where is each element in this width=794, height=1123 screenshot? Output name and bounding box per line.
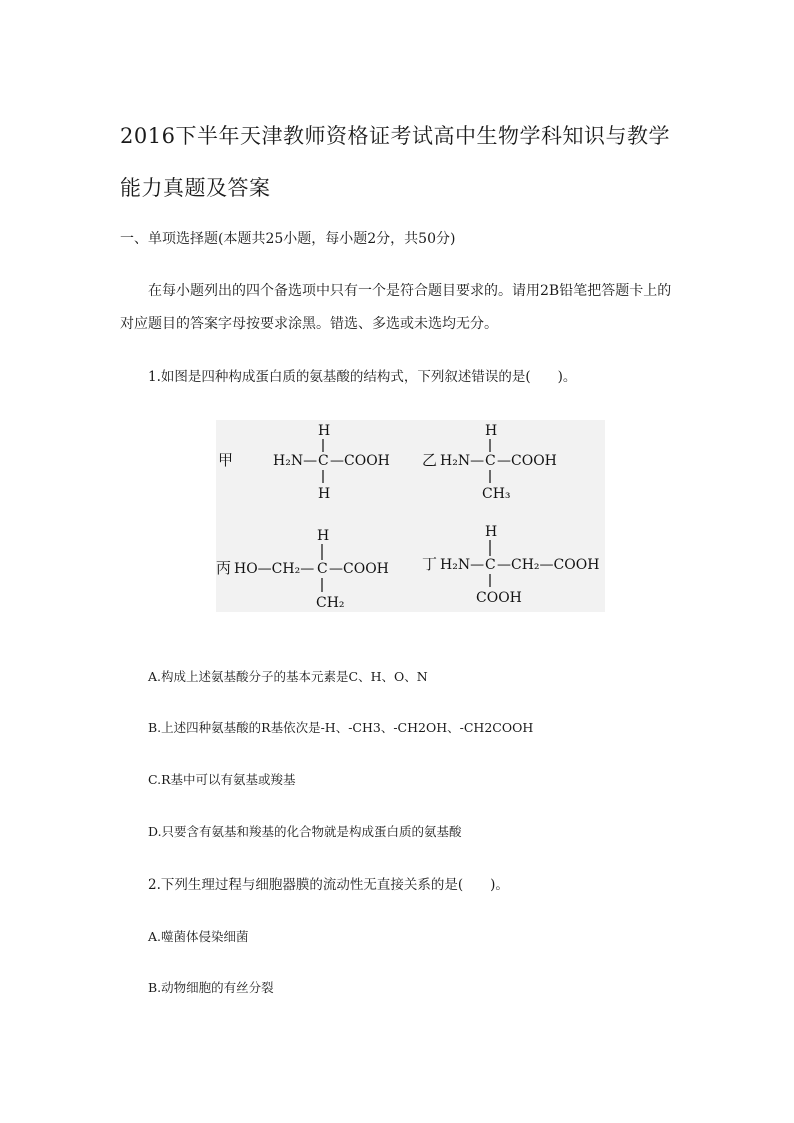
- structure-bing-top-group: H: [317, 528, 330, 544]
- structure-ding-right-group: —CH₂—COOH: [497, 557, 600, 573]
- structure-jia-center-atom: C: [318, 453, 329, 469]
- structure-yi-right-group: —COOH: [497, 453, 557, 469]
- structure-jia-left-group: H₂N—: [273, 453, 318, 469]
- structure-yi: [422, 423, 557, 502]
- structure-bing-left-group: HO—CH₂—: [234, 561, 315, 577]
- structure-ding-label: 丁: [422, 555, 438, 573]
- question-1-option-b: B.上述四种氨基酸的R基依次是-H、-CH3、-CH2OH、-CH2COOH: [148, 720, 534, 735]
- structure-bing-right-group: —COOH: [329, 561, 389, 577]
- structure-bing-label: 丙: [216, 559, 232, 577]
- instruction-line-1: 在每小题列出的四个备选项中只有一个是符合题目要求的。请用2B铅笔把答题卡上的: [148, 283, 672, 299]
- structure-yi-top-group: H: [485, 423, 498, 439]
- structure-jia: [218, 423, 390, 502]
- structure-bing-center-atom: C: [317, 561, 328, 577]
- structure-ding: [422, 524, 599, 606]
- section-heading: 一、单项选择题(本题共25小题，每小题2分，共50分): [120, 231, 456, 247]
- question-2-option-a: A.噬菌体侵染细菌: [148, 929, 249, 944]
- structure-jia-bottom-group: H: [318, 486, 331, 502]
- structure-yi-label: 乙: [422, 451, 438, 469]
- document-title-line-2: 能力真题及答案: [120, 176, 271, 200]
- amino-acid-structures-svg: [216, 420, 605, 612]
- structure-ding-bottom-group: COOH: [476, 590, 522, 606]
- structure-ding-center-atom: C: [485, 557, 496, 573]
- question-1-option-c: C.R基中可以有氨基或羧基: [148, 772, 296, 787]
- structure-jia-top-group: H: [318, 423, 331, 439]
- structure-bing-bottom-group: CH₂: [316, 595, 345, 611]
- structure-jia-right-group: —COOH: [330, 453, 390, 469]
- amino-acid-structures-figure: [216, 420, 605, 612]
- structure-yi-bottom-group: CH₃: [482, 486, 511, 502]
- question-2-option-b: B.动物细胞的有丝分裂: [148, 980, 274, 995]
- structure-ding-left-group: H₂N—: [440, 557, 485, 573]
- question-1-stem: 1.如图是四种构成蛋白质的氨基酸的结构式，下列叙述错误的是( )。: [148, 369, 577, 385]
- question-1-option-a: A.构成上述氨基酸分子的基本元素是C、H、O、N: [148, 669, 428, 684]
- structure-yi-center-atom: C: [485, 453, 496, 469]
- instruction-line-2: 对应题目的答案字母按要求涂黑。错选、多选或未选均无分。: [120, 316, 498, 332]
- structure-yi-left-group: H₂N—: [440, 453, 485, 469]
- question-2-stem: 2.下列生理过程与细胞器膜的流动性无直接关系的是( )。: [148, 877, 509, 893]
- structure-jia-label: 甲: [218, 451, 234, 469]
- question-1-option-d: D.只要含有氨基和羧基的化合物就是构成蛋白质的氨基酸: [148, 824, 462, 839]
- structure-bing: [216, 528, 389, 611]
- structure-ding-top-group: H: [485, 524, 498, 540]
- document-title-line-1: 2016下半年天津教师资格证考试高中生物学科知识与教学: [120, 124, 670, 148]
